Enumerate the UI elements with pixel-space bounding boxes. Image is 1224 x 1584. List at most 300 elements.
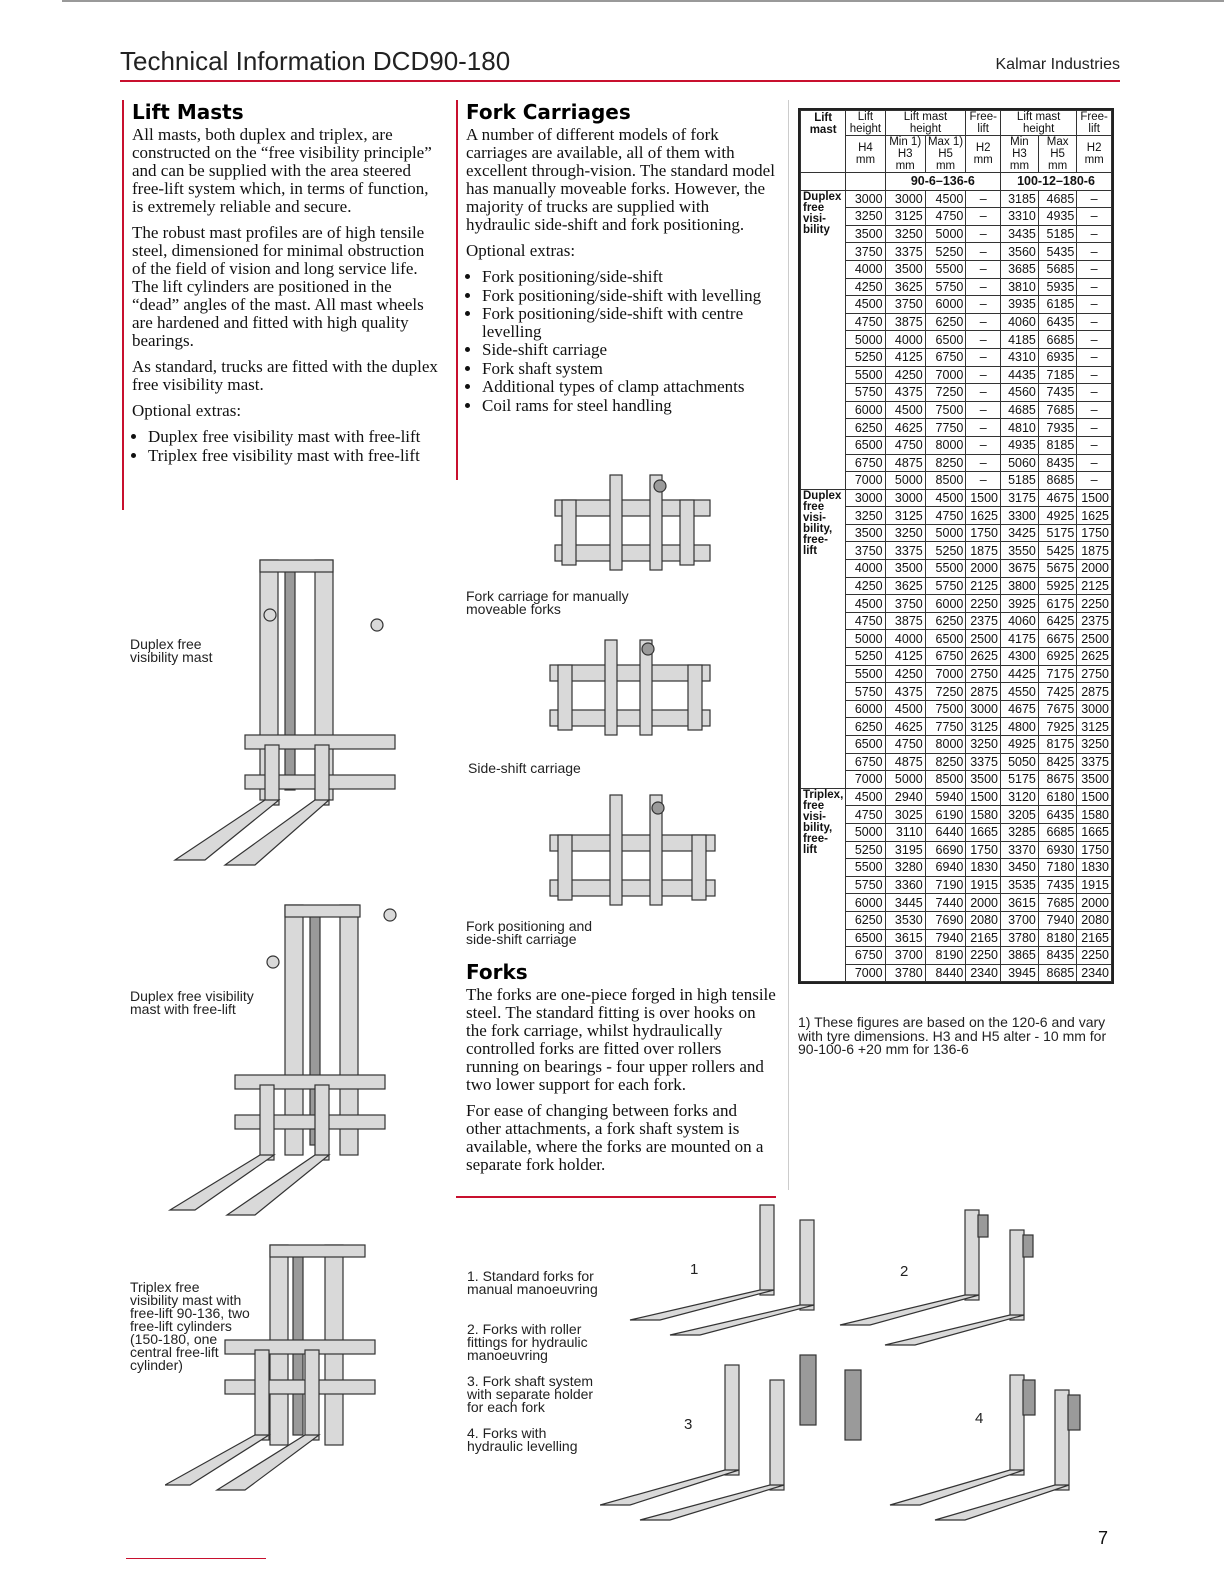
- table-cell: 5000: [925, 225, 966, 243]
- table-cell: 6250: [925, 612, 966, 630]
- table-cell: 6750: [846, 454, 885, 472]
- table-cell: 6250: [925, 313, 966, 331]
- table-cell: 6500: [925, 630, 966, 648]
- lift-mast-table-body: [801, 111, 1112, 982]
- list-item: • Fork positioning/side-shift with levelling: [482, 287, 776, 305]
- table-cell: 2750: [966, 665, 1001, 683]
- table-cell: 8000: [925, 436, 966, 454]
- table-cell: 2875: [1077, 683, 1112, 701]
- table-cell: 6500: [846, 929, 885, 947]
- table-cell: 4800: [1001, 718, 1039, 736]
- table-cell: 8675: [1038, 771, 1076, 789]
- table-cell: 1750: [1077, 841, 1112, 859]
- table-cell: 5500: [846, 366, 885, 384]
- lift-masts-paragraph: As standard, trucks are fitted with the duplex free visibility mast.: [132, 357, 438, 394]
- table-row: [801, 823, 1112, 841]
- table-cell: 8500: [925, 472, 966, 490]
- table-cell: 4500: [846, 595, 885, 613]
- table-row: [801, 683, 1112, 701]
- table-cell: 4750: [925, 208, 966, 226]
- table-cell: 8435: [1038, 947, 1076, 965]
- forks-list-item: 1. Standard forks for manual manoeuvring: [467, 1268, 598, 1297]
- table-cell: 4500: [885, 401, 925, 419]
- table-cell: 5750: [846, 683, 885, 701]
- duplex-mast-illustration: [165, 550, 425, 870]
- table-cell: 3125: [885, 507, 925, 525]
- table-row: [801, 841, 1112, 859]
- table-cell: 6435: [1038, 313, 1076, 331]
- table-cell: 6190: [925, 806, 966, 824]
- table-cell: –: [1077, 313, 1112, 331]
- table-cell: 5500: [925, 260, 966, 278]
- table-cell: –: [966, 208, 1001, 226]
- table-cell: 4375: [885, 384, 925, 402]
- table-cell: 1750: [966, 524, 1001, 542]
- table-cell: 1500: [966, 788, 1001, 806]
- table-cell: 4500: [925, 489, 966, 507]
- lift-masts-extras-list: [132, 428, 442, 464]
- table-cell: 7185: [1038, 366, 1076, 384]
- table-row: [801, 718, 1112, 736]
- table-cell: 3800: [1001, 577, 1039, 595]
- table-cell: –: [966, 278, 1001, 296]
- table-cell: 8685: [1038, 472, 1076, 490]
- table-cell: 7675: [1038, 700, 1076, 718]
- table-row: [801, 384, 1112, 402]
- table-cell: 4750: [846, 612, 885, 630]
- table-cell: 7000: [846, 964, 885, 982]
- table-cell: 1750: [966, 841, 1001, 859]
- table-cell: 5935: [1038, 278, 1076, 296]
- table-row: [801, 243, 1112, 261]
- table-row: [801, 348, 1112, 366]
- table-cell: 2250: [1077, 595, 1112, 613]
- table-cell: 7685: [1038, 894, 1076, 912]
- table-cell: 7925: [1038, 718, 1076, 736]
- table-cell: 6940: [925, 859, 966, 877]
- table-cell: –: [1077, 278, 1112, 296]
- table-cell: 3750: [885, 296, 925, 314]
- triplex-mast-illustration: [165, 1240, 425, 1500]
- list-item: • Duplex free visibility mast with free-lift: [148, 428, 442, 446]
- table-cell: 7690: [925, 911, 966, 929]
- table-cell: 3500: [966, 771, 1001, 789]
- table-cell: 1665: [966, 823, 1001, 841]
- table-cell: –: [966, 436, 1001, 454]
- table-cell: 3375: [885, 243, 925, 261]
- table-cell: 2165: [966, 929, 1001, 947]
- table-cell: 3750: [846, 243, 885, 261]
- table-cell: 4000: [885, 630, 925, 648]
- table-footnote: 1) These figures are based on the 120-6 and vary with tyre dimensions. H3 and H5 alter - 10 mm for 90-100-6 +20 mm for 136-6: [798, 1014, 1107, 1057]
- table-cell: 5000: [885, 472, 925, 490]
- table-cell: 6750: [925, 648, 966, 666]
- table-cell: 6435: [1038, 806, 1076, 824]
- table-cell: –: [966, 225, 1001, 243]
- table-cell: 4250: [885, 366, 925, 384]
- table-cell: 3000: [885, 190, 925, 208]
- table-row: [801, 454, 1112, 472]
- table-cell: 4500: [846, 296, 885, 314]
- table-cell: 6500: [846, 736, 885, 754]
- table-cell: 4250: [885, 665, 925, 683]
- table-cell: 7940: [1038, 911, 1076, 929]
- table-cell: 7000: [846, 771, 885, 789]
- table-cell: 3025: [885, 806, 925, 824]
- table-cell: 3205: [1001, 806, 1039, 824]
- table-cell: 3530: [885, 911, 925, 929]
- column-accent-bar: [122, 100, 124, 510]
- list-item: • Side-shift carriage: [482, 341, 776, 359]
- table-row: [801, 859, 1112, 877]
- table-row: [801, 876, 1112, 894]
- table-cell: 7000: [925, 665, 966, 683]
- table-cell: 7940: [925, 929, 966, 947]
- table-cell: 3125: [885, 208, 925, 226]
- table-cell: 3175: [1001, 489, 1039, 507]
- triplex-mast-caption: Triplex free visibility mast with free-lift 90-136, two free-lift cylinders (150-180, one central free-lift cylinder): [130, 1279, 250, 1373]
- table-row: [801, 225, 1112, 243]
- table-cell: 5175: [1038, 524, 1076, 542]
- table-cell: 7180: [1038, 859, 1076, 877]
- table-cell: 5000: [846, 331, 885, 349]
- table-cell: 3935: [1001, 296, 1039, 314]
- table-cell: 4685: [1001, 401, 1039, 419]
- table-cell: 3780: [885, 964, 925, 982]
- table-cell: 8190: [925, 947, 966, 965]
- table-cell: 1830: [966, 859, 1001, 877]
- table-cell: –: [966, 296, 1001, 314]
- fork-positioning-caption: Fork positioning and side-shift carriage: [466, 918, 593, 947]
- table-cell: 2250: [966, 595, 1001, 613]
- table-row: [801, 436, 1112, 454]
- table-cell: 2340: [1077, 964, 1112, 982]
- lift-masts-paragraph: The robust mast profiles are of high tensile steel, dimensioned for minimal obstruction of the field of vision and long service life. The lift cylinders are positioned in the “dead” angles of the mast. All mast wheels are hardened and fitted with high quality bearings.: [132, 223, 425, 350]
- table-cell: 3110: [885, 823, 925, 841]
- table-cell: 2750: [1077, 665, 1112, 683]
- table-cell: 4560: [1001, 384, 1039, 402]
- page-number: 7: [1097, 1528, 1108, 1548]
- fork-number-label: 2: [900, 1263, 909, 1280]
- table-cell: 4875: [885, 454, 925, 472]
- table-cell: 3685: [1001, 260, 1039, 278]
- table-cell: –: [966, 190, 1001, 208]
- table-header-lift-mast: Lift mast: [801, 111, 846, 173]
- table-row: [801, 648, 1112, 666]
- table-cell: –: [1077, 419, 1112, 437]
- forks-types-illustration: [600, 1195, 1120, 1525]
- table-cell: –: [966, 419, 1001, 437]
- table-cell: 3000: [846, 190, 885, 208]
- sideshift-carriage-illustration: [540, 635, 720, 745]
- table-cell: 4125: [885, 348, 925, 366]
- table-cell: 4875: [885, 753, 925, 771]
- table-row: [801, 331, 1112, 349]
- table-cell: 7425: [1038, 683, 1076, 701]
- table-cell: 3185: [1001, 190, 1039, 208]
- table-cell: 6930: [1038, 841, 1076, 859]
- table-cell: 8685: [1038, 964, 1076, 982]
- table-cell: 4925: [1038, 507, 1076, 525]
- table-cell: 3925: [1001, 595, 1039, 613]
- manual-carriage-caption: Fork carriage for manually moveable forks: [466, 588, 629, 617]
- table-cell: 2000: [1077, 894, 1112, 912]
- table-cell: 7250: [925, 683, 966, 701]
- table-row: [801, 788, 1112, 806]
- table-row: [801, 806, 1112, 824]
- table-cell: 1500: [1077, 788, 1112, 806]
- table-cell: –: [1077, 348, 1112, 366]
- table-row: [801, 612, 1112, 630]
- table-row: [801, 190, 1112, 208]
- table-cell: 4625: [885, 718, 925, 736]
- lift-masts-section: [132, 100, 442, 465]
- lift-masts-heading: Lift Masts: [132, 100, 244, 124]
- table-cell: 5000: [885, 771, 925, 789]
- table-cell: 3500: [885, 260, 925, 278]
- table-cell: 6000: [925, 595, 966, 613]
- table-cell: 3700: [885, 947, 925, 965]
- table-cell: –: [966, 243, 1001, 261]
- table-cell: 4000: [885, 331, 925, 349]
- table-cell: 5750: [925, 278, 966, 296]
- table-cell: 1875: [966, 542, 1001, 560]
- table-cell: 7190: [925, 876, 966, 894]
- duplex-mast-caption: Duplex free visibility mast: [130, 636, 213, 665]
- table-cell: 6925: [1038, 648, 1076, 666]
- table-cell: 4750: [925, 507, 966, 525]
- table-cell: 5675: [1038, 560, 1076, 578]
- table-cell: 4685: [1038, 190, 1076, 208]
- table-cell: 3625: [885, 577, 925, 595]
- manual-fork-carriage-illustration: [540, 470, 720, 585]
- table-row: [801, 542, 1112, 560]
- table-row: [801, 595, 1112, 613]
- table-cell: 2165: [1077, 929, 1112, 947]
- table-cell: 6500: [846, 436, 885, 454]
- table-row: [801, 366, 1112, 384]
- table-cell: 4500: [885, 700, 925, 718]
- table-cell: 4625: [885, 419, 925, 437]
- table-cell: 7500: [925, 700, 966, 718]
- table-cell: 5425: [1038, 542, 1076, 560]
- table-cell: 4935: [1038, 208, 1076, 226]
- table-cell: 8425: [1038, 753, 1076, 771]
- table-row: [801, 507, 1112, 525]
- fork-carriages-heading: Fork Carriages: [466, 100, 631, 124]
- table-cell: 3500: [885, 560, 925, 578]
- table-cell: 3195: [885, 841, 925, 859]
- table-cell: 3375: [885, 542, 925, 560]
- table-row: [801, 472, 1112, 490]
- table-cell: 7685: [1038, 401, 1076, 419]
- table-cell: 4435: [1001, 366, 1039, 384]
- table-cell: 3280: [885, 859, 925, 877]
- table-group-label: Triplex, free visi- bility, free- lift: [801, 788, 846, 982]
- table-cell: 8435: [1038, 454, 1076, 472]
- table-row: [801, 947, 1112, 965]
- table-cell: 1750: [1077, 524, 1112, 542]
- table-cell: 6675: [1038, 630, 1076, 648]
- table-cell: 3120: [1001, 788, 1039, 806]
- table-cell: 2250: [1077, 947, 1112, 965]
- table-header-min: Min H3 mm: [1001, 136, 1039, 173]
- table-cell: 2500: [1077, 630, 1112, 648]
- table-cell: –: [1077, 472, 1112, 490]
- table-cell: 5500: [846, 859, 885, 877]
- table-cell: –: [966, 260, 1001, 278]
- table-cell: 3500: [846, 225, 885, 243]
- table-cell: 6000: [846, 401, 885, 419]
- table-cell: 6500: [925, 331, 966, 349]
- table-cell: 5000: [846, 823, 885, 841]
- table-cell: 2340: [966, 964, 1001, 982]
- column-divider: [788, 100, 789, 1190]
- table-cell: 6000: [925, 296, 966, 314]
- brand-name: Kalmar Industries: [995, 56, 1120, 73]
- table-cell: 8175: [1038, 736, 1076, 754]
- table-header-lift-height: Lift height: [846, 111, 885, 136]
- table-row: [801, 929, 1112, 947]
- table-cell: –: [1077, 260, 1112, 278]
- table-cell: –: [966, 366, 1001, 384]
- table-cell: 2080: [1077, 911, 1112, 929]
- table-cell: 7750: [925, 419, 966, 437]
- table-model-a: 90-6–136-6: [885, 173, 1000, 191]
- table-cell: 8000: [925, 736, 966, 754]
- table-cell: 6750: [925, 348, 966, 366]
- table-cell: 6185: [1038, 296, 1076, 314]
- table-cell: 3125: [966, 718, 1001, 736]
- table-cell: 1875: [1077, 542, 1112, 560]
- table-model-b: 100-12–180-6: [1001, 173, 1112, 191]
- table-cell: 2940: [885, 788, 925, 806]
- sideshift-carriage-caption: Side-shift carriage: [468, 760, 581, 776]
- table-cell: –: [1077, 384, 1112, 402]
- table-cell: 3500: [846, 524, 885, 542]
- table-cell: 7500: [925, 401, 966, 419]
- table-cell: 3000: [846, 489, 885, 507]
- forks-paragraph: For ease of changing between forks and other attachments, a fork shaft system is available, where the forks are mounted on a separate fork holder.: [466, 1101, 764, 1174]
- top-edge-line: [62, 0, 1224, 2]
- table-cell: 6175: [1038, 595, 1076, 613]
- forks-list-item: 4. Forks with hydraulic levelling: [467, 1425, 578, 1454]
- table-cell: 3625: [885, 278, 925, 296]
- table-cell: 3250: [846, 208, 885, 226]
- table-cell: 3250: [846, 507, 885, 525]
- table-cell: 3000: [885, 489, 925, 507]
- table-cell: 1500: [1077, 489, 1112, 507]
- table-cell: –: [1077, 296, 1112, 314]
- fork-carriages-paragraph: A number of different models of fork carriages are available, all of them with excellent through-vision. The standard model has manually moveable forks. However, the majority of trucks are supplied with hydraulic side-shift and fork positioning.: [466, 125, 775, 234]
- table-cell: 3865: [1001, 947, 1039, 965]
- table-cell: 3615: [885, 929, 925, 947]
- table-cell: 8185: [1038, 436, 1076, 454]
- table-cell: 4935: [1001, 436, 1039, 454]
- fork-carriages-extras-list: [466, 268, 776, 414]
- table-cell: 5185: [1038, 225, 1076, 243]
- table-cell: 4425: [1001, 665, 1039, 683]
- table-cell: 7935: [1038, 419, 1076, 437]
- list-item: • Additional types of clamp attachments: [482, 378, 776, 396]
- table-header-mast-height: Lift mast height: [885, 111, 966, 136]
- forks-heading: Forks: [466, 960, 528, 984]
- table-cell: 4500: [846, 788, 885, 806]
- table-row: [801, 700, 1112, 718]
- table-cell: 6685: [1038, 331, 1076, 349]
- table-cell: 3360: [885, 876, 925, 894]
- table-row: [801, 489, 1112, 507]
- table-cell: 5940: [925, 788, 966, 806]
- table-header-max: Max H5 mm: [1038, 136, 1076, 173]
- table-cell: 6250: [846, 419, 885, 437]
- page-title: Technical Information DCD90-180: [120, 46, 511, 76]
- table-cell: –: [1077, 366, 1112, 384]
- table-cell: 5685: [1038, 260, 1076, 278]
- table-cell: 3810: [1001, 278, 1039, 296]
- table-header-free-lift: Free-lift: [966, 111, 1001, 136]
- table-row: [801, 560, 1112, 578]
- table-cell: 6000: [846, 700, 885, 718]
- lift-masts-paragraph: All masts, both duplex and triplex, are constructed on the “free visibility principle” and can be supplied with the area steered free-lift system which, in terms of function, is extremely reliable and secure.: [132, 125, 432, 216]
- table-cell: –: [966, 472, 1001, 490]
- table-cell: 8180: [1038, 929, 1076, 947]
- table-cell: 5750: [925, 577, 966, 595]
- table-cell: 3000: [1077, 700, 1112, 718]
- table-cell: 5000: [925, 524, 966, 542]
- table-cell: 1625: [1077, 507, 1112, 525]
- table-cell: 7000: [846, 472, 885, 490]
- table-cell: 3310: [1001, 208, 1039, 226]
- table-header-max: Max 1) H5 mm: [925, 136, 966, 173]
- fork-number-label: 4: [975, 1410, 984, 1427]
- table-cell: 8250: [925, 753, 966, 771]
- table-cell: 6250: [846, 911, 885, 929]
- table-cell: 2625: [966, 648, 1001, 666]
- table-cell: 7435: [1038, 876, 1076, 894]
- table-cell: 7000: [925, 366, 966, 384]
- table-cell: 3300: [1001, 507, 1039, 525]
- table-cell: 6250: [846, 718, 885, 736]
- table-cell: 3750: [885, 595, 925, 613]
- table-header-mast-height: Lift mast height: [1001, 111, 1077, 136]
- table-cell: 2000: [966, 894, 1001, 912]
- table-cell: 5500: [925, 560, 966, 578]
- table-model-spacer: [846, 173, 885, 191]
- table-cell: –: [966, 313, 1001, 331]
- table-header-free-lift: Free-lift: [1077, 111, 1112, 136]
- table-cell: –: [1077, 454, 1112, 472]
- table-cell: 2000: [966, 560, 1001, 578]
- table-row: [801, 419, 1112, 437]
- table-cell: 7750: [925, 718, 966, 736]
- table-row: [801, 208, 1112, 226]
- header-rule: [120, 80, 1120, 82]
- table-cell: 3445: [885, 894, 925, 912]
- fork-number-label: 1: [690, 1261, 699, 1278]
- table-cell: –: [966, 454, 1001, 472]
- table-row: [801, 577, 1112, 595]
- table-cell: 5750: [846, 384, 885, 402]
- table-cell: 4810: [1001, 419, 1039, 437]
- table-cell: 3750: [846, 542, 885, 560]
- table-cell: 4310: [1001, 348, 1039, 366]
- table-group-label: Duplex free visi- bility, free- lift: [801, 489, 846, 788]
- table-cell: 4125: [885, 648, 925, 666]
- table-cell: 8500: [925, 771, 966, 789]
- table-cell: 3875: [885, 612, 925, 630]
- table-row: [801, 278, 1112, 296]
